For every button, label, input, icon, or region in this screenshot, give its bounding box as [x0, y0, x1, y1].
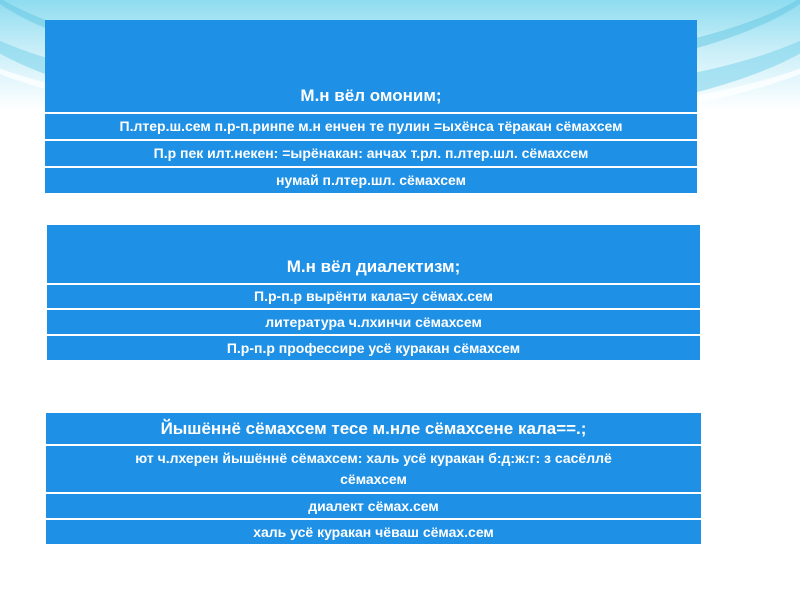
answer-option[interactable]: халь усё куракан чёваш сёмах.сем [46, 520, 701, 544]
answer-option[interactable]: диалект сёмах.сем [46, 494, 701, 518]
question-header: Йышённё сёмахсем тесе м.нле сёмахсене кала==.; [46, 413, 701, 444]
question-header: М.н вёл диалектизм; [47, 225, 700, 283]
answer-option[interactable]: ют ч.лхерен йышённё сёмахсем: халь усё куракан б:д:ж:г: з сасёллё сёмахсем [46, 446, 701, 492]
answer-option[interactable]: П.лтер.ш.сем п.р-п.ринпе м.н енчен те пулин =ыхёнса тёракан сёмахсем [45, 114, 697, 139]
question-table-dialectism [47, 225, 700, 360]
answer-option[interactable]: П.р-п.р вырёнти кала=у сёмах.сем [47, 285, 700, 308]
answer-option[interactable]: П.р пек илт.некен: =ырёнакан: анчах т.рл. п.лтер.шл. сёмахсем [45, 141, 697, 166]
answer-option[interactable]: П.р-п.р профессире усё куракан сёмахсем [47, 336, 700, 360]
question-table-homonym [45, 20, 697, 193]
answer-option[interactable]: литература ч.лхинчи сёмахсем [47, 310, 700, 334]
question-header: М.н вёл омоним; [45, 20, 697, 112]
question-table-borrowed-words [46, 413, 701, 544]
answer-option[interactable]: нумай п.лтер.шл. сёмахсем [45, 168, 697, 193]
